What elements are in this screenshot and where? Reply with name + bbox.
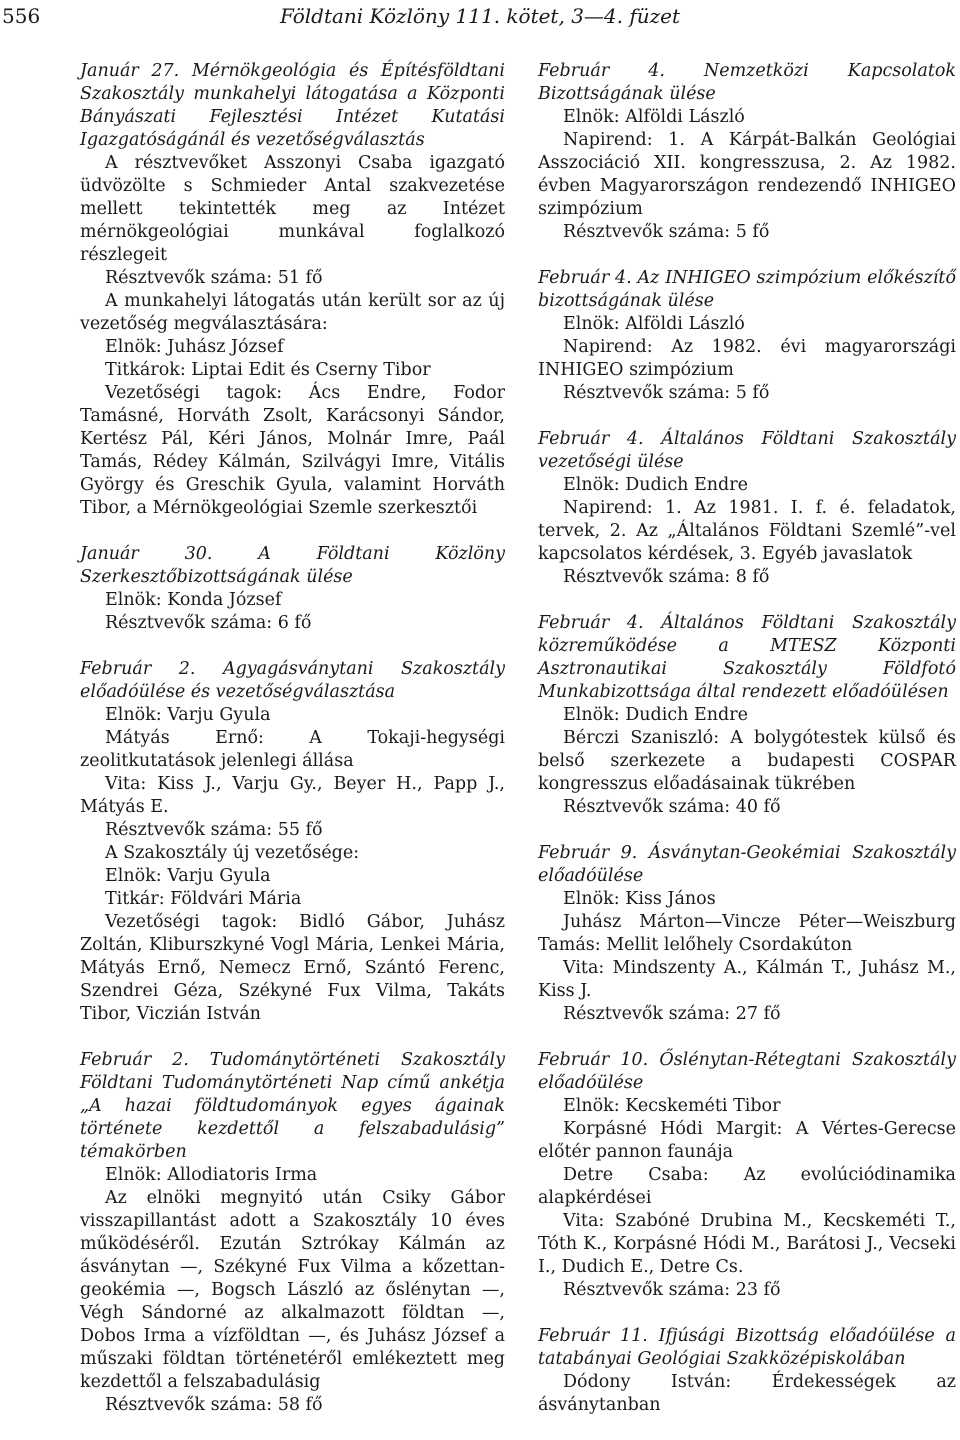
- discussion-line: Vita: Mindszenty A., Kálmán T., Juhász M., Kiss J.: [538, 958, 956, 1001]
- lecture-line: Mátyás Ernő: A Tokaji-hegységi zeolitkutatások jelenlegi állása: [80, 728, 505, 771]
- entry-heading: Február 10. Őslénytan-Rétegtani Szakosztály előadóülése: [538, 1050, 956, 1093]
- entry-paragraph: Az elnöki megnyitó után Csiky Gábor visszapillantást adott a Szakosztály 10 éves működéséről. Ezután Sztrókay Kálmán az ásványtan —, Székyné Fux Vilma a kőzettan-geokémia —, Bogsch László az őslénytan —, Végh Sándorné az alkalmazott földtan —, Dobos Irma a vízföldtan —, és Juhász József a műszaki földtan történetéről emlékeztett meg kezdettől a felszabadulásig: [80, 1188, 505, 1392]
- entry-paragraph: A résztvevőket Asszonyi Csaba igazgató üdvözölte s Schmieder Antal szakvezetése mellett tekintették meg az Intézet mérnökgeológiai munkával foglalkozó részlegeit: [80, 153, 505, 265]
- entry: [538, 1325, 956, 1417]
- agenda-line: Napirend: 1. Az 1981. I. f. é. feladatok, tervek, 2. Az „Általános Földtani Szemlé”-vel kapcsolatos kérdések, 3. Egyéb javaslatok: [538, 498, 956, 564]
- entry-heading: Február 4. Általános Földtani Szakosztály vezetőségi ülése: [538, 429, 956, 472]
- chair-line: Elnök: Alföldi László: [563, 314, 745, 334]
- entry-heading: Február 4. Az INHIGEO szimpózium előkészítő bizottságának ülése: [538, 268, 956, 311]
- participant-count: Résztvevők száma: 58 fő: [105, 1395, 323, 1415]
- participant-count: Résztvevők száma: 55 fő: [105, 820, 323, 840]
- entry: [80, 543, 505, 635]
- board-members: Vezetőségi tagok: Bidló Gábor, Juhász Zoltán, Kliburszkyné Vogl Mária, Lenkei Mária, Mátyás Ernő, Nemecz Ernő, Szántó Ferenc, Szendrei Géza, Székyné Fux Vilma, Takáts Tibor, Viczián István: [80, 912, 505, 1024]
- left-column: [80, 60, 505, 1440]
- entry: [538, 428, 956, 589]
- entry-heading: Február 11. Ifjúsági Bizottság előadóülése a tatabányai Geológiai Szakközépiskolában: [538, 1326, 956, 1369]
- lecture-line: Detre Csaba: Az evolúciódinamika alapkérdései: [538, 1165, 956, 1208]
- chair-line: Elnök: Allodiatoris Irma: [105, 1165, 318, 1185]
- participant-count: Résztvevők száma: 5 fő: [563, 222, 770, 242]
- entry-heading: Január 30. A Földtani Közlöny Szerkesztőbizottságának ülése: [80, 544, 505, 587]
- entry: [538, 60, 956, 244]
- secretaries-line: Titkárok: Liptai Edit és Cserny Tibor: [105, 360, 431, 380]
- entry-heading: Február 9. Ásványtan-Geokémiai Szakosztály előadóülése: [538, 843, 956, 886]
- participant-count: Résztvevők száma: 6 fő: [105, 613, 312, 633]
- participant-count: Résztvevők száma: 51 fő: [105, 268, 323, 288]
- discussion-line: Vita: Szabóné Drubina M., Kecskeméti T., Tóth K., Korpásné Hódi M., Barátosi J., Vecseki I., Dudich E., Detre Cs.: [538, 1211, 956, 1277]
- right-column: [538, 60, 956, 1440]
- lecture-line: Juhász Márton—Vincze Péter—Weiszburg Tamás: Mellit lelőhely Csordakúton: [538, 912, 956, 955]
- chair-line: Elnök: Dudich Endre: [563, 475, 748, 495]
- chair-line: Elnök: Kecskeméti Tibor: [563, 1096, 781, 1116]
- page-header: [0, 4, 960, 34]
- chair-line: Elnök: Varju Gyula: [105, 866, 271, 886]
- discussion-line: Vita: Kiss J., Varju Gy., Beyer H., Papp J., Mátyás E.: [80, 774, 505, 817]
- entry-heading: Február 4. Általános Földtani Szakosztály közreműködése a MTESZ Központi Asztronautikai Szakosztály Földfotó Munkabizottsága által rendezett előadóülésen: [538, 613, 956, 702]
- entry-paragraph: A Szakosztály új vezetősége:: [105, 843, 360, 863]
- chair-line: Elnök: Juhász József: [105, 337, 284, 357]
- entry-heading: Február 2. Tudománytörténeti Szakosztály Földtani Tudománytörténeti Nap című ankétja „A hazai földtudományok egyes ágainak története kezdettől a felszabadulásig” témakörben: [80, 1050, 505, 1162]
- page-number: 556: [2, 4, 41, 28]
- entry: [538, 267, 956, 405]
- entry: [538, 1049, 956, 1302]
- lecture-line: Dódony István: Érdekességek az ásványtanban: [538, 1372, 956, 1415]
- chair-line: Elnök: Konda József: [105, 590, 282, 610]
- entry: [538, 612, 956, 819]
- participant-count: Résztvevők száma: 5 fő: [563, 383, 770, 403]
- participant-count: Résztvevők száma: 40 fő: [563, 797, 781, 817]
- chair-line: Elnök: Dudich Endre: [563, 705, 748, 725]
- lecture-line: Bérczi Szaniszló: A bolygótestek külső és belső szerkezete a budapesti COSPAR kongresszus előadásainak tükrében: [538, 728, 956, 794]
- chair-line: Elnök: Alföldi László: [563, 107, 745, 127]
- entry-paragraph: A munkahelyi látogatás után került sor az új vezetőség megválasztására:: [80, 291, 505, 334]
- running-title: Földtani Közlöny 111. kötet, 3—4. füzet: [279, 4, 681, 28]
- participant-count: Résztvevők száma: 23 fő: [563, 1280, 781, 1300]
- chair-line: Elnök: Kiss János: [563, 889, 716, 909]
- secretary-line: Titkár: Földvári Mária: [105, 889, 302, 909]
- participant-count: Résztvevők száma: 27 fő: [563, 1004, 781, 1024]
- entry-heading: Február 4. Nemzetközi Kapcsolatok Bizottságának ülése: [538, 61, 956, 104]
- entry-heading: Január 27. Mérnökgeológia és Építésföldtani Szakosztály munkahelyi látogatása a Központi Bányászati Fejlesztési Intézet Kutatási Igazgatóságánál és vezetőségválasztás: [80, 61, 505, 150]
- participant-count: Résztvevők száma: 8 fő: [563, 567, 770, 587]
- entry-heading: Február 2. Agyagásványtani Szakosztály előadóülése és vezetőségválasztása: [80, 659, 505, 702]
- entry: [80, 1049, 505, 1417]
- lecture-line: Korpásné Hódi Margit: A Vértes-Gerecse előtér pannon faunája: [538, 1119, 956, 1162]
- agenda-line: Napirend: 1. A Kárpát-Balkán Geológiai Asszociáció XII. kongresszusa, 2. Az 1982. évben Magyarországon rendezendő INHIGEO szimpózium: [538, 130, 956, 219]
- board-members: Vezetőségi tagok: Ács Endre, Fodor Tamásné, Horváth Zsolt, Karácsonyi Sándor, Kertész Pál, Kéri János, Molnár Imre, Paál Tamás, Rédey Kálmán, Szilvágyi Imre, Vitális György és Greschik Gyula, valamint Horváth Tibor, a Mérnökgeológiai Szemle szerkesztői: [80, 383, 505, 518]
- entry: [538, 842, 956, 1026]
- chair-line: Elnök: Varju Gyula: [105, 705, 271, 725]
- agenda-line: Napirend: Az 1982. évi magyarországi INHIGEO szimpózium: [538, 337, 956, 380]
- entry: [80, 60, 505, 520]
- entry: [80, 658, 505, 1026]
